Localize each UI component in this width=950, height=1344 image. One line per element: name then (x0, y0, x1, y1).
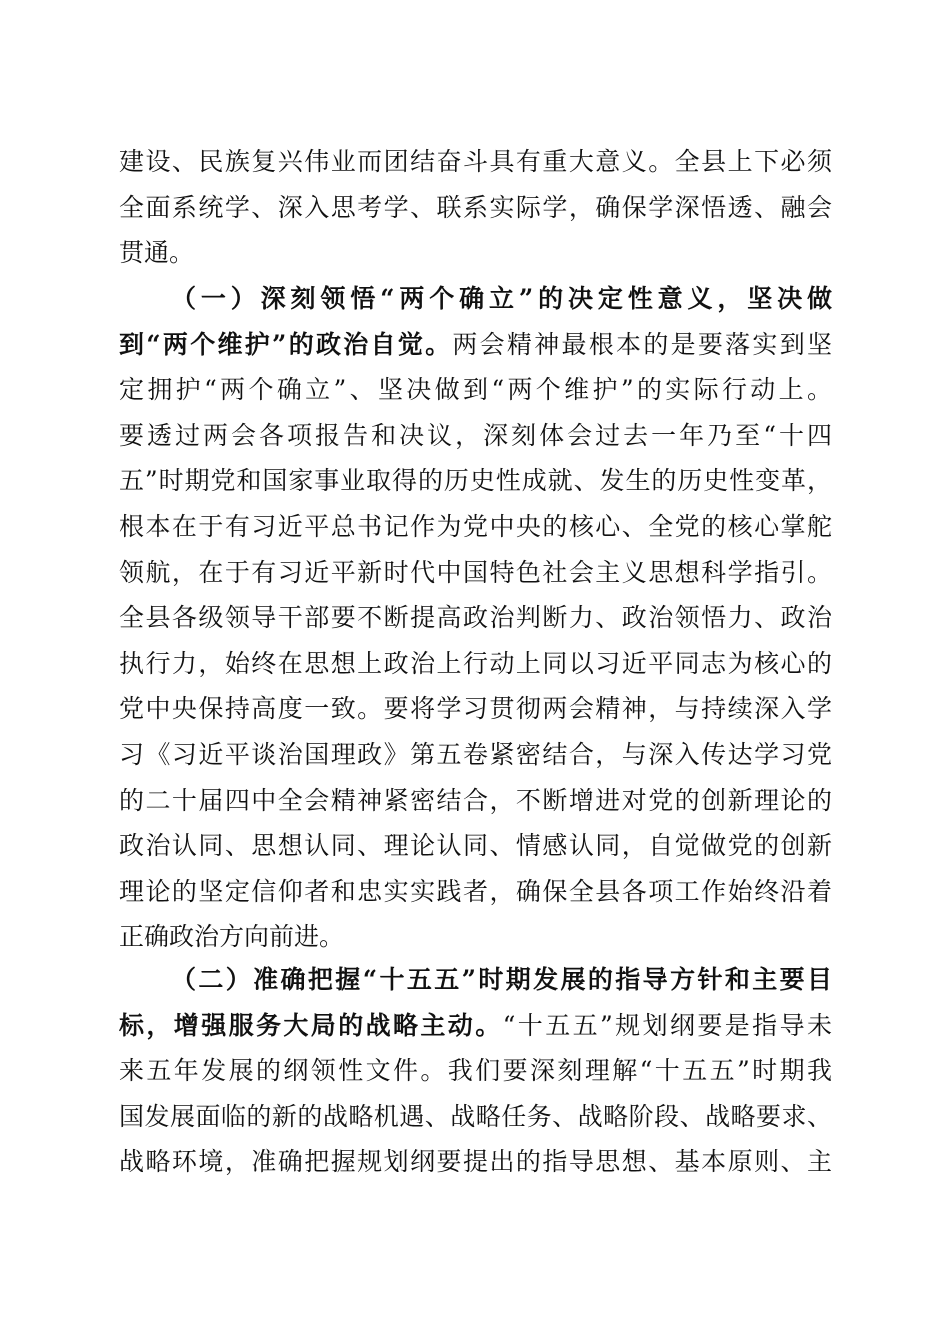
paragraph-section-one (119, 276, 832, 960)
section-one-heading-end: 到“两个维护”的政治自觉。 (119, 329, 453, 359)
text-line: 到“两个维护”的政治自觉。两会精神最根本的是要落实到坚 (119, 329, 832, 359)
section-two-heading: （二）准确把握“十五五”时期发展的指导方针和主要目 (171, 965, 832, 994)
text-line: 全面系统学、深入思考学、联系实际学，确保学深悟透、融会 (119, 192, 832, 222)
text-line: 政治认同、思想认同、理论认同、情感认同，自觉做党的创新 (119, 831, 832, 861)
text-line: 的二十届四中全会精神紧密结合，不断增进对党的创新理论的 (119, 785, 832, 815)
text-line: 国发展面临的新的战略机遇、战略任务、战略阶段、战略要求、 (119, 1101, 832, 1131)
text-line: 建设、民族复兴伟业而团结奋斗具有重大意义。全县上下必须 (119, 147, 832, 176)
text-line: 执行力，始终在思想上政治上行动上同以习近平同志为核心的 (119, 648, 832, 678)
text-line: 标，增强服务大局的战略主动。“十五五”规划纲要是指导未 (119, 1010, 832, 1040)
section-two-heading-end: 标，增强服务大局的战略主动。 (119, 1010, 503, 1040)
text-line: 理论的坚定信仰者和忠实实践者，确保全县各项工作始终沿着 (119, 876, 832, 906)
text-line: 战略环境，准确把握规划纲要提出的指导思想、基本原则、主 (119, 1147, 832, 1177)
paragraph-continuation (119, 139, 832, 276)
text-line: 习《习近平谈治国理政》第五卷紧密结合，与深入传达学习党 (119, 739, 832, 769)
text-line: 根本在于有习近平总书记作为党中央的核心、全党的核心掌舵 (119, 511, 832, 541)
text-line: 五”时期党和国家事业取得的历史性成就、发生的历史性变革， (119, 466, 832, 496)
text-line: 定拥护“两个确立”、坚决做到“两个维护”的实际行动上。 (119, 375, 832, 405)
text-line: 领航，在于有习近平新时代中国特色社会主义思想科学指引。 (119, 557, 832, 587)
text-line: 党中央保持高度一致。要将学习贯彻两会精神，与持续深入学 (119, 694, 832, 724)
text-line: 正确政治方向前进。 (119, 922, 345, 952)
text-line: 全县各级领导干部要不断提高政治判断力、政治领悟力、政治 (119, 603, 832, 633)
text-line: 要透过两会各项报告和决议，深刻体会过去一年乃至“十四 (119, 420, 832, 450)
text-line: 贯通。 (119, 238, 195, 268)
paragraph-section-two (119, 957, 832, 1185)
section-one-heading: （一）深刻领悟“两个确立”的决定性意义，坚决做 (171, 284, 832, 313)
text-line: 来五年发展的纲领性文件。我们要深刻理解“十五五”时期我 (119, 1056, 832, 1086)
